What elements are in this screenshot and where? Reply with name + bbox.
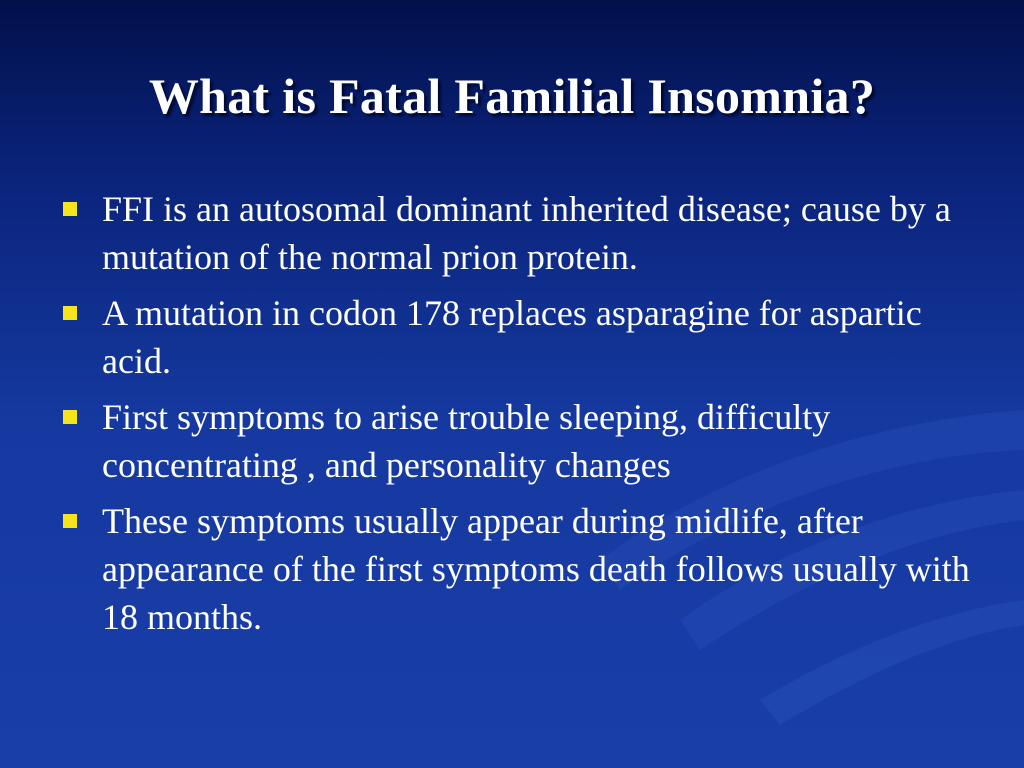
square-bullet-icon — [63, 410, 77, 424]
bullet-item — [60, 185, 980, 281]
slide-title: What is Fatal Familial Insomnia? — [148, 68, 876, 124]
bullet-text: FFI is an autosomal dominant inherited disease; cause by a mutation of the normal prion protein. — [102, 189, 951, 277]
square-bullet-icon — [63, 202, 77, 216]
bullet-text: A mutation in codon 178 replaces asparagine for aspartic acid. — [102, 293, 922, 381]
bullet-text: First symptoms to arise trouble sleeping, difficulty concentrating , and personality changes — [102, 397, 831, 485]
bullet-list — [60, 185, 980, 649]
square-bullet-icon — [63, 306, 77, 320]
bullet-item — [60, 393, 980, 489]
square-bullet-icon — [63, 514, 77, 528]
bullet-item — [60, 289, 980, 385]
bullet-text: These symptoms usually appear during midlife, after appearance of the first symptoms death follows usually with 18 months. — [102, 501, 970, 637]
bullet-item — [60, 497, 980, 641]
